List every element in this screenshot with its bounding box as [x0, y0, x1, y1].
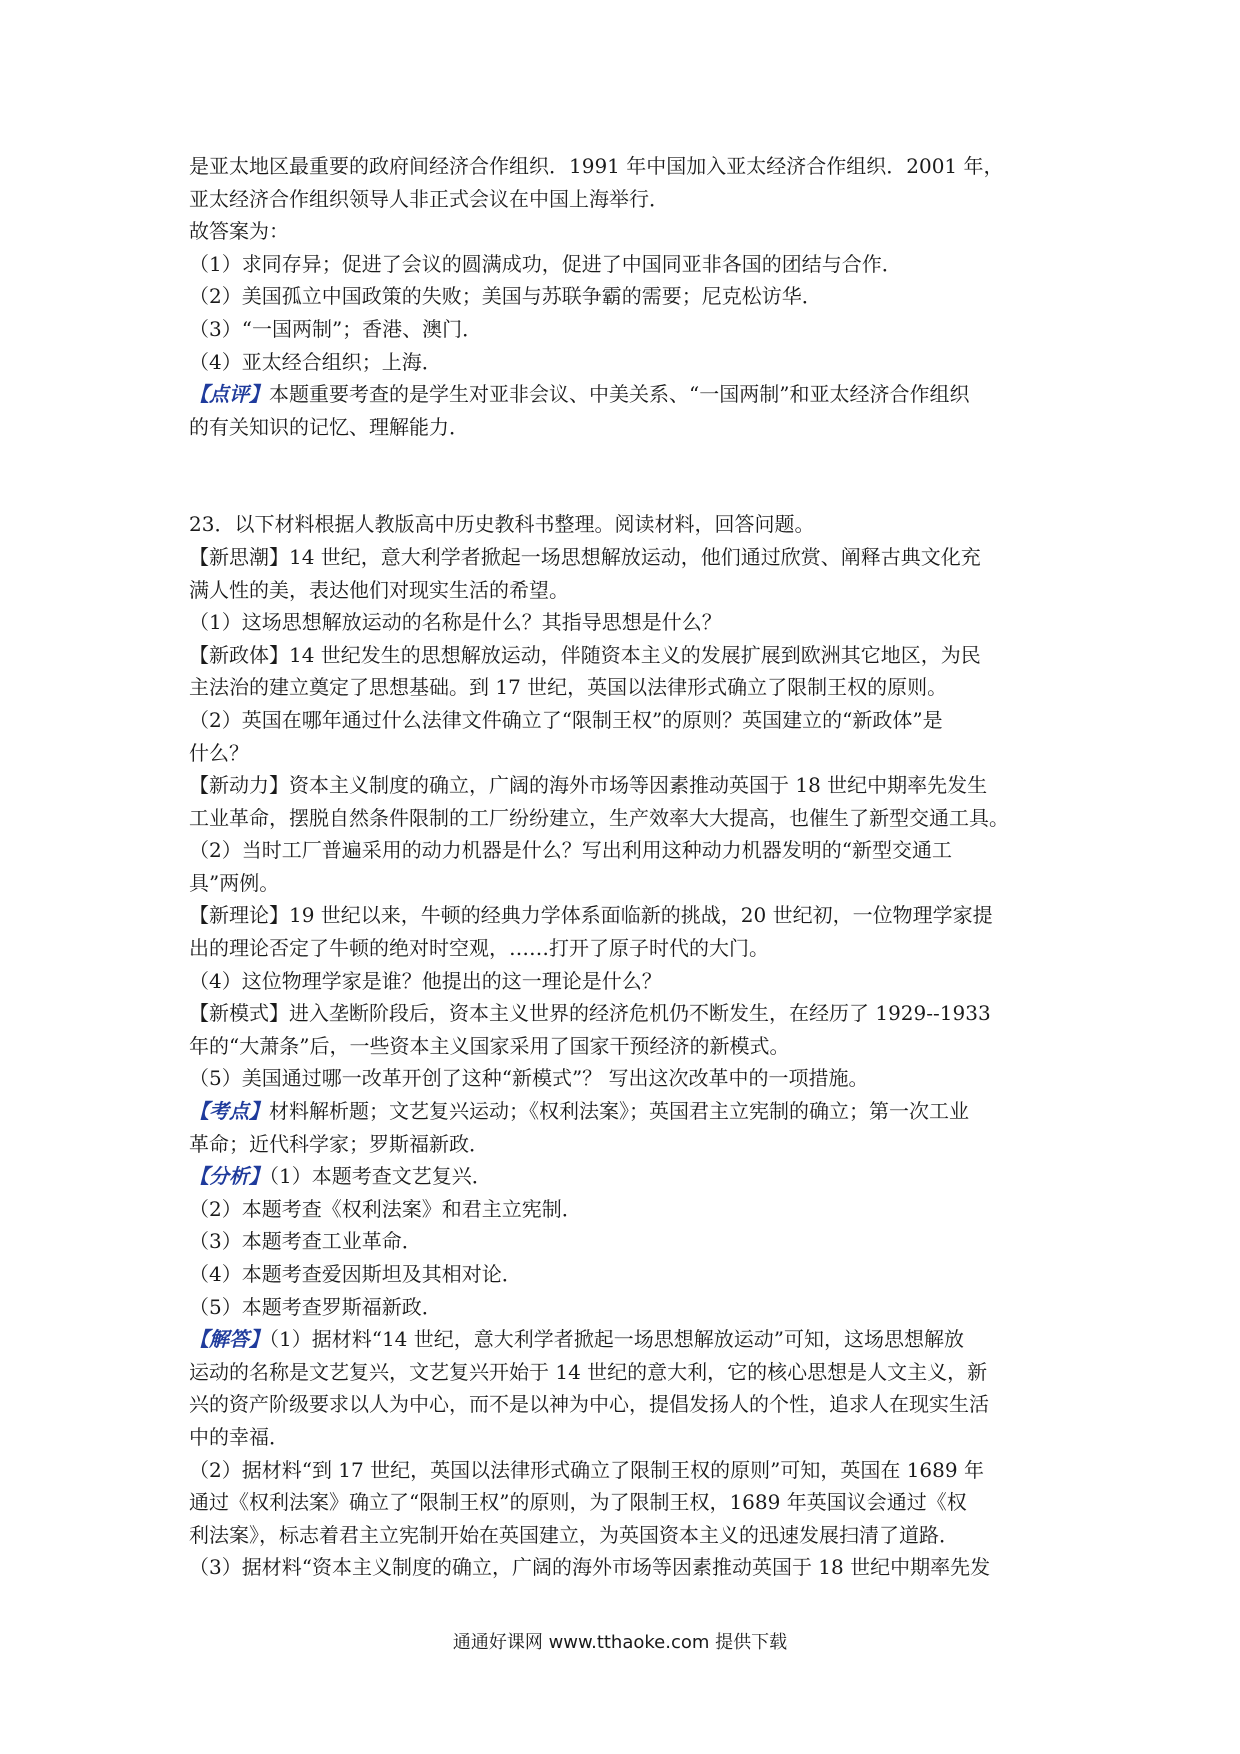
jieda-list	[189, 1356, 1059, 1584]
question-line: 【新政体】14 世纪发生的思想解放运动，伴随资本主义的发展扩展到欧洲其它地区，为民	[189, 642, 981, 667]
question-line: 【新模式】进入垄断阶段后，资本主义世界的经济危机仍不断发生，在经历了 1929--1933	[189, 1001, 991, 1026]
jieda-tag: 【解答】	[189, 1327, 269, 1352]
question-line: 满人性的美，表达他们对现实生活的希望。	[189, 577, 569, 602]
answer-section-22	[189, 150, 1059, 378]
text-line: （3）“一国两制”；香港、澳门．	[189, 316, 483, 341]
jieda-line: 利法案》，标志着君主立宪制开始在英国建立，为英国资本主义的迅速发展扫清了道路．	[189, 1522, 959, 1547]
document-body	[189, 150, 1059, 1584]
fenxi-item: （2）本题考查《权利法案》和君主立宪制．	[189, 1196, 582, 1221]
jieda-line: 运动的名称是文艺复兴，文艺复兴开始于 14 世纪的意大利，它的核心思想是人文主义，新	[189, 1359, 988, 1384]
question-line: 【新动力】资本主义制度的确立，广阔的海外市场等因素推动英国于 18 世纪中期率先发生	[189, 773, 988, 798]
question-line: （4）这位物理学家是谁？他提出的这一理论是什么？	[189, 968, 662, 993]
fenxi-tag: 【分析】	[189, 1164, 269, 1189]
question-line: （1）这场思想解放运动的名称是什么？其指导思想是什么？	[189, 610, 722, 635]
fenxi-item: （5）本题考查罗斯福新政．	[189, 1294, 442, 1319]
question-line: 具”两例。	[189, 870, 280, 895]
text-line: （2）美国孤立中国政策的失败；美国与苏联争霸的需要；尼克松访华．	[189, 284, 822, 309]
comment-line-2: 的有关知识的记忆、理解能力．	[189, 414, 469, 439]
jieda-line: 通过《权利法案》确立了“限制王权”的原则，为了限制王权，1689 年英国议会通过《权	[189, 1490, 967, 1515]
comment-line	[189, 378, 1059, 411]
question-line: 什么？	[189, 740, 249, 765]
comment-tag: 【点评】	[189, 382, 269, 407]
jieda-line: （3）据材料“资本主义制度的确立，广阔的海外市场等因素推动英国于 18 世纪中期率先发	[189, 1555, 991, 1580]
kaodian-line-2: 革命；近代科学家；罗斯福新政．	[189, 1131, 489, 1156]
kaodian-text: 材料解析题；文艺复兴运动；《权利法案》；英国君主立宪制的确立；第一次工业	[269, 1099, 969, 1124]
text-line: 亚太经济合作组织领导人非正式会议在中国上海举行．	[189, 186, 669, 211]
fenxi-line	[189, 1160, 1059, 1193]
question-line: 工业革命，摆脱自然条件限制的工厂纷纷建立，生产效率大大提高，也催生了新型交通工具。	[189, 805, 1009, 830]
kaodian-tag: 【考点】	[189, 1099, 269, 1124]
question-line: 【新理论】19 世纪以来，牛顿的经典力学体系面临新的挑战，20 世纪初，一位物理学家提	[189, 903, 993, 928]
question-line: 23．以下材料根据人教版高中历史教科书整理。阅读材料，回答问题。	[189, 512, 815, 537]
question-line: 主法治的建立奠定了思想基础。到 17 世纪，英国以法律形式确立了限制王权的原则。	[189, 675, 948, 700]
fenxi-item: （3）本题考查工业革命．	[189, 1229, 422, 1254]
question-line: 出的理论否定了牛顿的绝对时空观，……打开了原子时代的大门。	[189, 936, 769, 961]
text-line: （4）亚太经合组织；上海．	[189, 349, 442, 374]
page-footer: 通通好课网 www.tthaoke.com 提供下载	[452, 1632, 788, 1653]
fenxi-list	[189, 1193, 1059, 1323]
section-gap	[189, 443, 1059, 508]
question-23	[189, 508, 1059, 1095]
jieda-line: （2）据材料“到 17 世纪，英国以法律形式确立了限制王权的原则”可知，英国在 1689 年	[189, 1457, 984, 1482]
question-line: 年的“大萧条”后，一些资本主义国家采用了国家干预经济的新模式。	[189, 1033, 790, 1058]
text-line: 是亚太地区最重要的政府间经济合作组织．1991 年中国加入亚太经济合作组织．2001 年，	[189, 154, 1004, 178]
kaodian-line	[189, 1095, 1059, 1128]
fenxi-text: （1）本题考查文艺复兴．	[269, 1164, 492, 1189]
question-line: 【新思潮】14 世纪，意大利学者掀起一场思想解放运动，他们通过欣赏、阐释古典文化充	[189, 544, 981, 569]
jieda-line: 中的幸福．	[189, 1424, 289, 1449]
question-line: （5）美国通过哪一改革开创了这种“新模式”？ 写出这次改革中的一项措施。	[189, 1066, 869, 1091]
question-line: （2）英国在哪年通过什么法律文件确立了“限制王权”的原则？英国建立的“新政体”是	[189, 707, 943, 732]
comment-text: 本题重要考查的是学生对亚非会议、中美关系、“一国两制”和亚太经济合作组织	[269, 382, 970, 407]
question-line: （2）当时工厂普遍采用的动力机器是什么？写出利用这种动力机器发明的“新型交通工	[189, 838, 952, 863]
text-line: 故答案为：	[189, 219, 289, 244]
jieda-line	[189, 1323, 1059, 1356]
text-line: （1）求同存异；促进了会议的圆满成功，促进了中国同亚非各国的团结与合作．	[189, 251, 902, 276]
fenxi-item: （4）本题考查爱因斯坦及其相对论．	[189, 1262, 522, 1286]
jieda-line: 兴的资产阶级要求以人为中心，而不是以神为中心，提倡发扬人的个性，追求人在现实生活	[189, 1392, 989, 1417]
jieda-text: （1）据材料“14 世纪，意大利学者掀起一场思想解放运动”可知，这场思想解放	[269, 1327, 964, 1352]
